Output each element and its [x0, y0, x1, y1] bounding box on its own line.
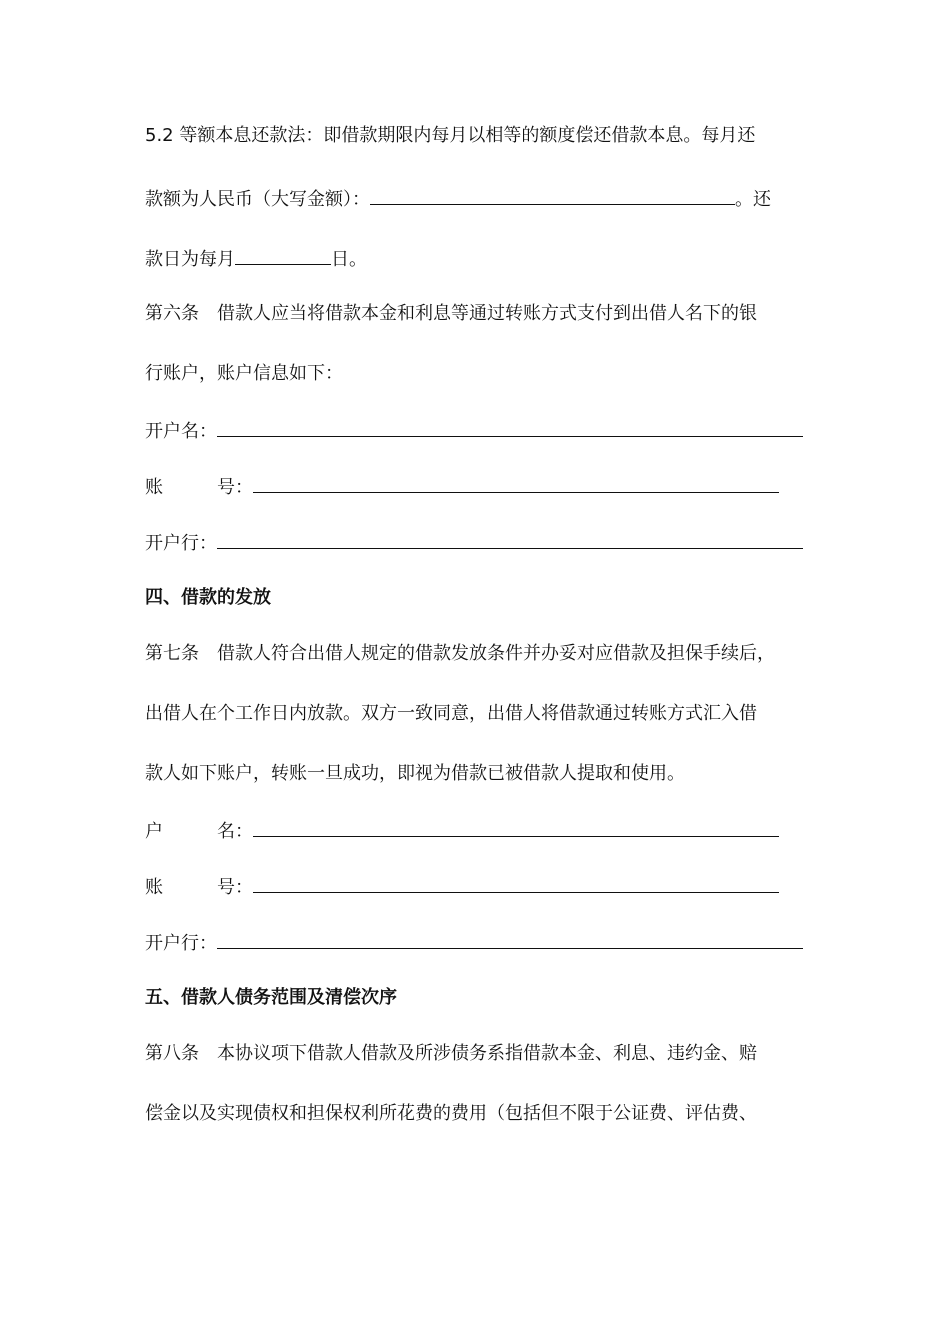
holder-label-b: 名：	[217, 821, 253, 842]
account-name-blank[interactable]	[217, 418, 803, 437]
article-7-line3: 款人如下账户，转账一旦成功，即视为借款已被借款人提取和使用。	[145, 763, 685, 784]
repayment-amount-blank[interactable]	[370, 186, 735, 205]
repayment-day-blank[interactable]	[235, 246, 331, 265]
article-7-line2: 出借人在个工作日内放款。双方一致同意，出借人将借款通过转账方式汇入借	[145, 703, 757, 724]
account-name-label: 开户名：	[145, 421, 217, 442]
article-6-line1: 第六条 借款人应当将借款本金和利息等通过转账方式支付到出借人名下的银	[145, 303, 757, 324]
para-5-2-line3	[145, 246, 815, 272]
account-no-label-b: 号：	[217, 477, 253, 498]
article-6-line2: 行账户，账户信息如下：	[145, 363, 343, 384]
account-no-label-a: 账	[145, 877, 163, 898]
article-8-line2: 偿金以及实现债权和担保权利所花费的费用（包括但不限于公证费、评估费、	[145, 1103, 757, 1124]
bank-blank[interactable]	[217, 930, 803, 949]
art6-account-name-row	[145, 418, 815, 444]
bank-blank[interactable]	[217, 530, 803, 549]
para-5-2-line2-suffix: 。还	[735, 189, 771, 210]
bank-label: 开户行：	[145, 533, 217, 554]
art7-bank-row	[145, 930, 815, 956]
repayment-day-label: 款日为每月	[145, 249, 235, 270]
account-no-blank[interactable]	[253, 474, 779, 493]
bank-label: 开户行：	[145, 933, 217, 954]
para-5-2-line2	[145, 186, 815, 212]
art7-account-no-row	[145, 874, 815, 900]
section-4-heading: 四、借款的发放	[145, 587, 271, 608]
section-5-heading: 五、借款人债务范围及清偿次序	[145, 987, 397, 1008]
holder-blank[interactable]	[253, 818, 779, 837]
holder-label-a: 户	[145, 821, 163, 842]
account-no-blank[interactable]	[253, 874, 779, 893]
article-8-line1: 第八条 本协议项下借款人借款及所涉债务系指借款本金、利息、违约金、赔	[145, 1043, 757, 1064]
repayment-day-suffix: 日。	[331, 249, 367, 270]
account-no-label-a: 账	[145, 477, 163, 498]
article-7-line1: 第七条 借款人符合出借人规定的借款发放条件并办妥对应借款及担保手续后，	[145, 643, 775, 664]
art6-account-no-row	[145, 474, 815, 500]
art7-holder-row	[145, 818, 815, 844]
account-no-label-b: 号：	[217, 877, 253, 898]
repayment-amount-label: 款额为人民币（大写金额）：	[145, 189, 370, 210]
art6-bank-row	[145, 530, 815, 556]
para-5-2-line1: 5.2 等额本息还款法：即借款期限内每月以相等的额度偿还借款本息。每月还	[145, 125, 756, 146]
